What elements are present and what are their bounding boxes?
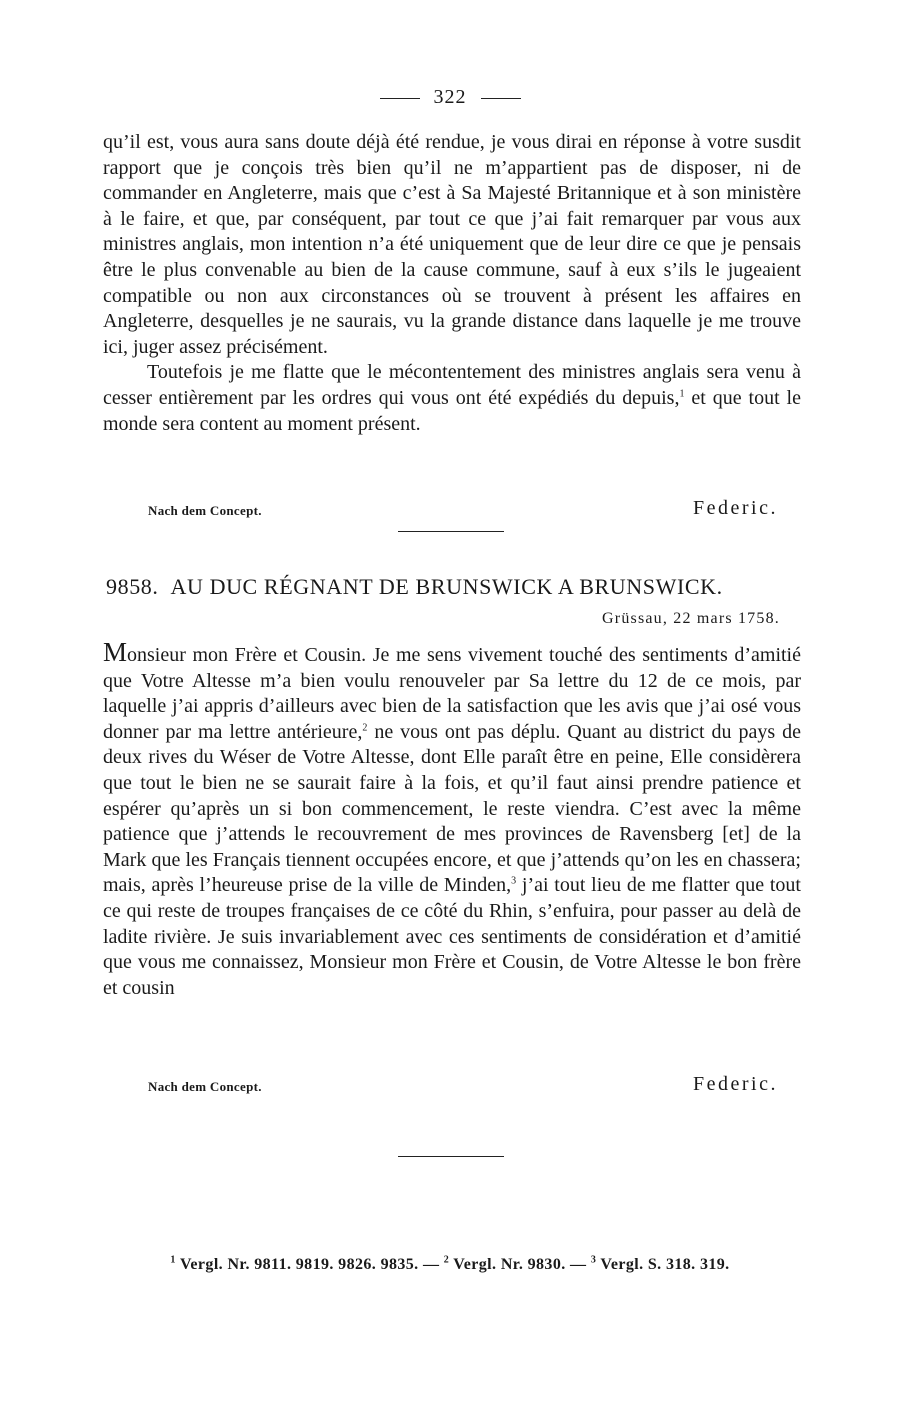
- letter1-paragraph-2: [103, 360, 801, 437]
- footnotes: [0, 1256, 900, 1274]
- letter2-initial: M: [103, 637, 128, 667]
- letter2-signature: Federic.: [693, 1073, 778, 1095]
- letter2-text-2: ne vous ont pas déplu. Quant au district du pays de deux rives du Wéser de Votre Altesse, dont Elle paraît être en peine, Elle considèrera que tout le bien ne se saurait faire à la fois, et qu’il faut ainsi prendre patience et espérer qu’après un si bon commencement, le reste viendra. C’est avec la même patience que j’attends le recouvrement de mes provinces de Ravensberg [et] de la Mark que les Français tiennent occupées encore, et que j’attends qu’on les en chassera; mais, après l’heureuse prise de la ville de Minden,: [103, 720, 801, 897]
- letter2-body: [103, 637, 801, 1001]
- footnote-2: Vergl. Nr. 9830. —: [449, 1256, 591, 1273]
- footnote-mark-2: 2: [443, 1254, 450, 1266]
- footnote-3: Vergl. S. 318. 319.: [596, 1256, 730, 1273]
- footnote-ref-1[interactable]: 1: [679, 388, 685, 400]
- header-dash-right: [481, 98, 521, 99]
- footnote-ref-3[interactable]: 3: [511, 875, 517, 887]
- letter2-title: AU DUC RÉGNANT DE BRUNSWICK A BRUNSWICK.: [170, 574, 723, 599]
- letter1-body: [103, 130, 801, 437]
- header-dash-left: [380, 98, 420, 99]
- letter1-source-note: Nach dem Concept.: [148, 503, 262, 518]
- letter2-source-note: Nach dem Concept.: [148, 1079, 262, 1094]
- letter1-signature: Federic.: [693, 497, 778, 519]
- letter2-paragraph: [103, 637, 801, 1001]
- letter2-number: 9858.: [106, 574, 159, 599]
- letter1-paragraph-2-text-b: et que tout le monde sera content au moment présent.: [103, 386, 801, 435]
- letter2-place-date: Grüssau, 22 mars 1758.: [602, 610, 780, 627]
- footnote-divider: [398, 1156, 504, 1157]
- letter2-heading: [106, 574, 806, 600]
- letter1-paragraph-2-text-a: Toutefois je me flatte que le mécontentement des ministres anglais sera venu à cesser entièrement par les ordres qui vous ont été expédiés du depuis,: [103, 361, 801, 409]
- footnote-1: Vergl. Nr. 9811. 9819. 9826. 9835. —: [175, 1256, 444, 1273]
- letter2-closing: [148, 1073, 778, 1097]
- footnote-mark-1: 1: [170, 1254, 176, 1266]
- footnote-ref-2[interactable]: 2: [362, 722, 368, 734]
- letter1-closing: [148, 497, 778, 521]
- letter1-paragraph-1: qu’il est, vous aura sans doute déjà été rendue, je vous dirai en réponse à votre susdit rapport que je conçois très bien qu’il ne m’appartient pas de disposer, ni de commander en Angleterre, mais que c’est à Sa Majesté Britannique et à son ministère à le faire, et que, par conséquent, par tout ce que j’ai fait remarquer par vous aux ministres anglais, mon intention n’a été uniquement que de leur dire ce que je pensais être le plus convenable au bien de la cause commune, sauf à eux s’ils le jugeaient compatible ou non aux circonstances où se trouvent à présent les affaires en Angleterre, desquelles je ne saurais, vu la grande distance dans laquelle je me trouve ici, juger assez précisément.: [103, 131, 801, 358]
- footnote-mark-3: 3: [590, 1254, 597, 1266]
- page-number: 322: [433, 86, 467, 108]
- section-divider: [398, 531, 504, 532]
- letter2-text-3: j’ai tout lieu de me flatter que tout ce qui reste de troupes françaises de ce côté du Rhin, s’enfuira, pour passer au delà de ladite rivière. Je suis invariablement avec ces sentiments de considération et d’amitié que vous me connaissez, Monsieur mon Frère et Cousin, de Votre Altesse le bon frère et cousin: [103, 874, 801, 999]
- letter2-text-1: onsieur mon Frère et Cousin. Je me sens vivement touché des sentiments d’amitié que Votre Altesse m’a bien voulu renouveler par Sa lettre du 12 de ce mois, par laquelle j’ai appris d’ailleurs avec bien de la satisfaction que les avis que j’ai osé vous donner par ma lettre antérieure,: [103, 644, 801, 743]
- page-header: [0, 86, 900, 109]
